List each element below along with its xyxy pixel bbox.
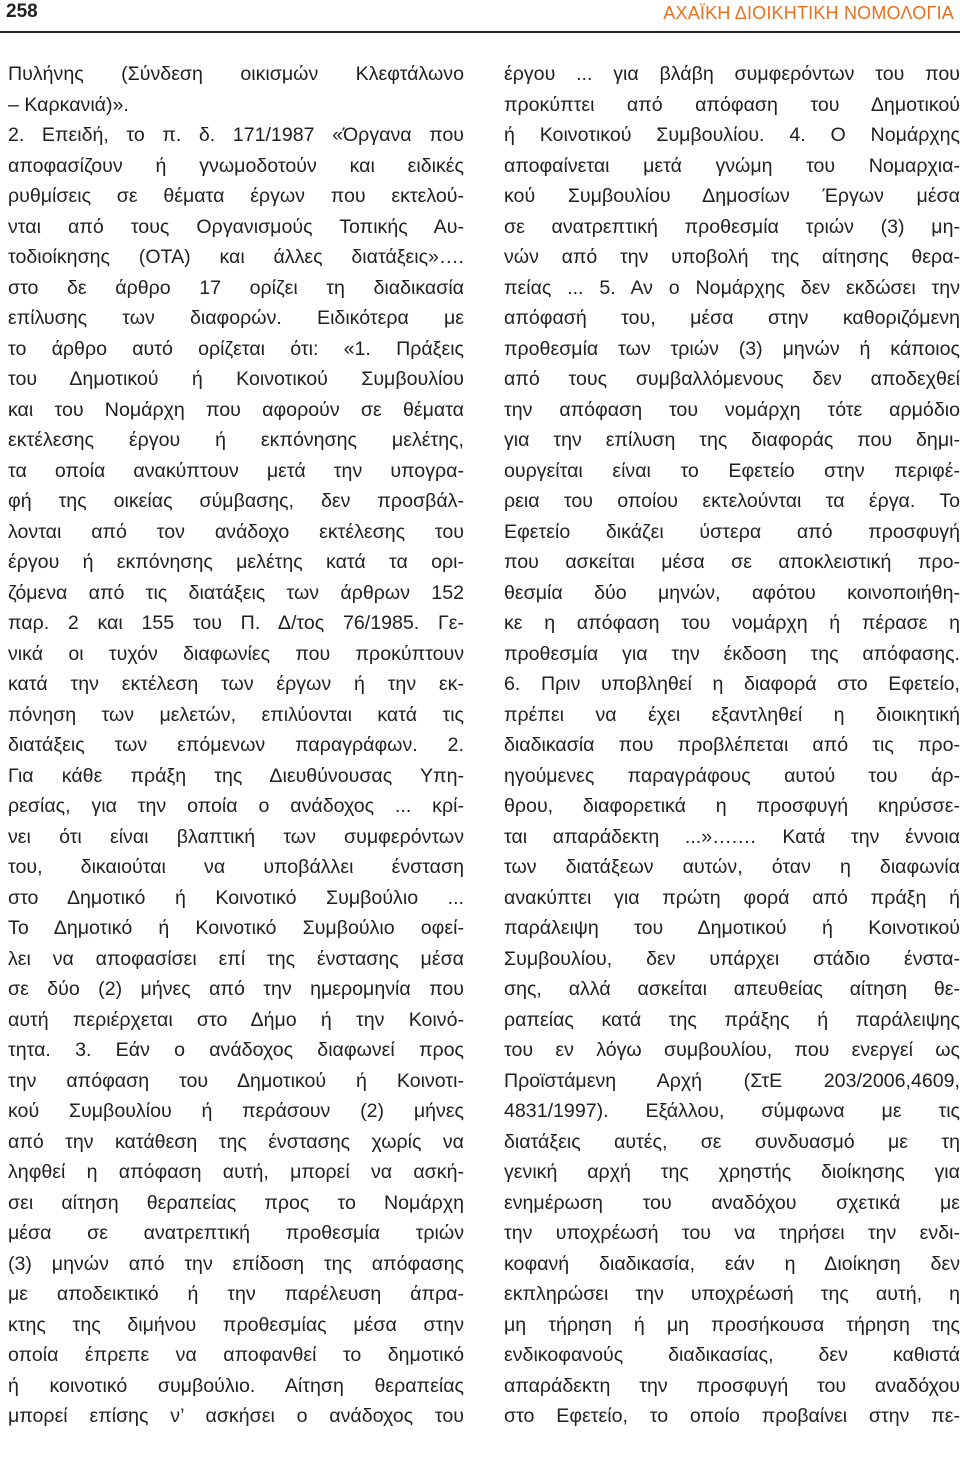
text-line: ή κοινοτικό συμβούλιο. Αίτηση θεραπείας [8,1374,464,1397]
text-line: νει ότι είναι βλαπτική των συμφερόντων [8,825,464,848]
text-line: Πυλήνης (Σύνδεση οικισμών Κλεφτάλωνο [8,63,464,85]
text-line: για την επίλυση της διαφοράς που δημι- [504,429,960,451]
text-line: στο Δημοτικό ή Κοινοτικό Συμβούλιο ... [8,886,464,909]
text-line: Προϊστάμενη Αρχή (ΣτΕ 203/2006,4609, [504,1069,960,1092]
text-line: νών από την υποβολή της αίτησης θερα- [504,246,960,268]
text-line: ρεια του οποίου εκτελούνται τα έργα. Το [504,490,960,512]
text-line: την υποχρέωσή του να τηρήσει την ενδι- [504,1222,960,1244]
text-line: απαράδεκτη την προσφυγή του αναδόχου [504,1374,960,1397]
text-line: επίλυσης των διαφορών. Ειδικότερα με [8,307,464,329]
text-line: σε ανατρεπτική προθεσμία τριών (3) μη- [504,215,960,238]
text-line: οποία έπρεπε να αποφανθεί το δημοτικό [8,1344,464,1366]
text-line: τητα. 3. Εάν ο ανάδοχος διαφωνεί προς [8,1039,464,1061]
text-line: ται απαράδεκτη ...»….… Κατά την έννοια [504,825,960,848]
text-line: του εν λόγω συμβουλίου, που ενεργεί ως [504,1039,960,1061]
text-line: Το Δημοτικό ή Κοινοτικό Συμβούλιο οφεί- [8,917,464,939]
text-line: του Δημοτικού ή Κοινοτικού Συμβουλίου [8,368,464,390]
text-line: λονται από τον ανάδοχο εκτέλεσης του [8,520,464,543]
text-line: νικά οι τυχόν διαφωνίες που προκύπτουν [8,642,464,665]
text-line: με αποδεικτικό ή την παρέλευση άπρα- [8,1283,464,1305]
text-line: τοδιοίκησης (ΟΤΑ) και άλλες διατάξεις»…. [8,246,464,268]
text-line: Συμβουλίου, δεν υπάρχει στάδιο ένστα- [504,947,960,970]
text-line: αποφαίνεται μετά γνώμη του Νομαρχια- [504,154,960,177]
text-line: θρου, διαφορετικά η προσφυγή κηρύσσε- [504,795,960,817]
text-line: 4831/1997). Εξάλλου, σύμφωνα με τις [504,1100,960,1122]
text-line: εκπληρώσει την υποχρέωσή της αυτή, η [504,1283,960,1305]
text-line: ηγούμενες παραγράφους αυτού του άρ- [504,764,960,787]
text-line: του, δικαιούται να υποβάλλει ένσταση [8,856,464,878]
text-line: σει αίτηση θεραπείας προς το Νομάρχη [8,1191,464,1214]
text-line: από την κατάθεση της ένστασης χωρίς να [8,1130,464,1153]
text-line: σε δύο (2) μήνες από την ημερομηνία που [8,978,464,1000]
text-line: θεσμία δύο μηνών, αφότου κοινοποιήθη- [504,581,960,604]
text-line: από τους συμβαλλόμενους δεν αποδεχθεί [504,368,960,390]
text-line: τα οποία ανακύπτουν μετά την υπογρα- [8,459,464,482]
text-line: σης, αλλά ασκείται απευθείας αίτηση θε- [504,978,960,1000]
text-line: παρ. 2 και 155 του Π. Δ/τος 76/1985. Γε- [8,612,464,634]
text-line: κατά την εκτέλεση των έργων ή την εκ- [8,673,464,695]
text-line: την απόφαση του Δημοτικού ή Κοινοτι- [8,1069,464,1092]
text-line: ή Κοινοτικού Συμβουλίου. 4. Ο Νομάρχης [504,124,960,146]
text-line: ουργείται είναι το Εφετείο στην περιφέ- [504,459,960,482]
page-header [0,0,960,34]
text-line: προθεσμία για την έκδοση της απόφασης. [504,642,960,665]
right-text-column [504,59,960,1432]
text-line: μη τήρηση ή μη προσήκουσα τήρηση της [504,1313,960,1336]
text-line: παράλειψη του Δημοτικού ή Κοινοτικού [504,917,960,939]
text-line: κού Συμβουλίου ή περάσουν (2) μήνες [8,1100,464,1122]
text-line: που ασκείται μέσα σε αποκλειστική προ- [504,551,960,573]
text-line: Εφετείο δικάζει ύστερα από προσφυγή [504,520,960,543]
text-line: διατάξεις αυτές, σε συνδυασμό με τη [504,1130,960,1153]
text-line: προκύπτει από απόφαση του Δημοτικού [504,93,960,116]
text-line: απόφασή του, μέσα στην καθοριζόμενη [504,307,960,329]
text-line: φή της οικείας σύμβασης, δεν προσβάλ- [8,490,464,512]
text-line: των διατάξεων αυτών, όταν η διαφωνία [504,856,960,878]
text-line: στο δε άρθρο 17 ορίζει τη διαδικασία [8,276,464,299]
text-line: νται από τους Οργανισμούς Τοπικής Αυ- [8,215,464,238]
left-text-column [8,59,464,1432]
text-line: αυτή περιέρχεται στο Δήμο ή την Κοινό- [8,1008,464,1031]
text-line: ζόμενα από τις διατάξεις των άρθρων 152 [8,581,464,604]
text-line: λει να αποφασίσει επί της ένστασης μέσα [8,947,464,970]
text-line: ραπείας κατά της πράξης ή παράλειψης [504,1008,960,1031]
text-line: εκτέλεσης έργου ή εκπόνησης μελέτης, [8,429,464,451]
text-line: αποφασίζουν ή γνωμοδοτούν και ειδικές [8,154,464,177]
text-line: προθεσμία των τριών (3) μηνών ή κάποιος [504,337,960,360]
text-line: ενδικοφανούς διαδικασίας, δεν καθιστά [504,1344,960,1366]
text-line: την απόφαση του νομάρχη τότε αρμόδιο [504,398,960,421]
text-line: κοφανή διαδικασία, εάν η Διοίκηση δεν [504,1252,960,1275]
text-line: έργου ή εκπόνησης μελέτης κατά τα ορι- [8,551,464,573]
text-line: 6. Πριν υποβληθεί η διαφορά στο Εφετείο, [504,673,960,695]
text-line: μπορεί επίσης ν’ ασκήσει ο ανάδοχος του [8,1405,464,1427]
text-line: μέσα σε ανατρεπτική προθεσμία τριών [8,1222,464,1244]
text-line: ληφθεί η απόφαση αυτή, μπορεί να ασκή- [8,1161,464,1183]
text-line: διαδικασία που προβλέπεται από τις προ- [504,734,960,756]
text-line: και του Νομάρχη που αφορούν σε θέματα [8,398,464,421]
text-line: (3) μηνών από την επίδοση της απόφασης [8,1252,464,1275]
text-line: γενική αρχή της χρηστής διοίκησης για [504,1161,960,1183]
text-line: ενημέρωση του αναδόχου σχετικά με [504,1191,960,1214]
text-line: το άρθρο αυτό ορίζεται ότι: «1. Πράξεις [8,337,464,360]
text-line: ρυθμίσεις σε θέματα έργων που εκτελού- [8,185,464,207]
text-line: Για κάθε πράξη της Διευθύνουσας Υπη- [8,764,464,787]
header-rule [0,31,960,33]
text-line: ρεσίας, για την οποία ο ανάδοχος ... κρί- [8,795,464,817]
text-line: 2. Επειδή, το π. δ. 171/1987 «Όργανα που [8,124,464,146]
text-line: κε η απόφαση του νομάρχη ή πέρασε η [504,612,960,634]
text-line: ανακύπτει για πρώτη φορά από πράξη ή [504,886,960,909]
text-line: πόνηση των μελετών, επιλύονται κατά τις [8,703,464,726]
text-line: – Καρκανιά)». [8,93,129,116]
running-title: ΑΧΑΪΚΗ ΔΙΟΙΚΗΤΙΚΗ ΝΟΜΟΛΟΓΙΑ [663,3,954,23]
text-line: πείας ... 5. Αν ο Νομάρχης δεν εκδώσει την [504,276,960,299]
page-number: 258 [6,1,38,22]
text-line: κού Συμβουλίου Δημοσίων Έργων μέσα [504,185,960,207]
text-line: πρέπει να έχει εξαντληθεί η διοικητική [504,703,960,726]
text-line: διατάξεις των επόμενων παραγράφων. 2. [8,734,464,756]
text-line: κτης της διμήνου προθεσμίας μέσα στην [8,1313,464,1336]
text-line: στο Εφετείο, το οποίο προβαίνει στην πε- [504,1405,960,1427]
text-line: έργου ... για βλάβη συμφερόντων του που [504,63,960,85]
